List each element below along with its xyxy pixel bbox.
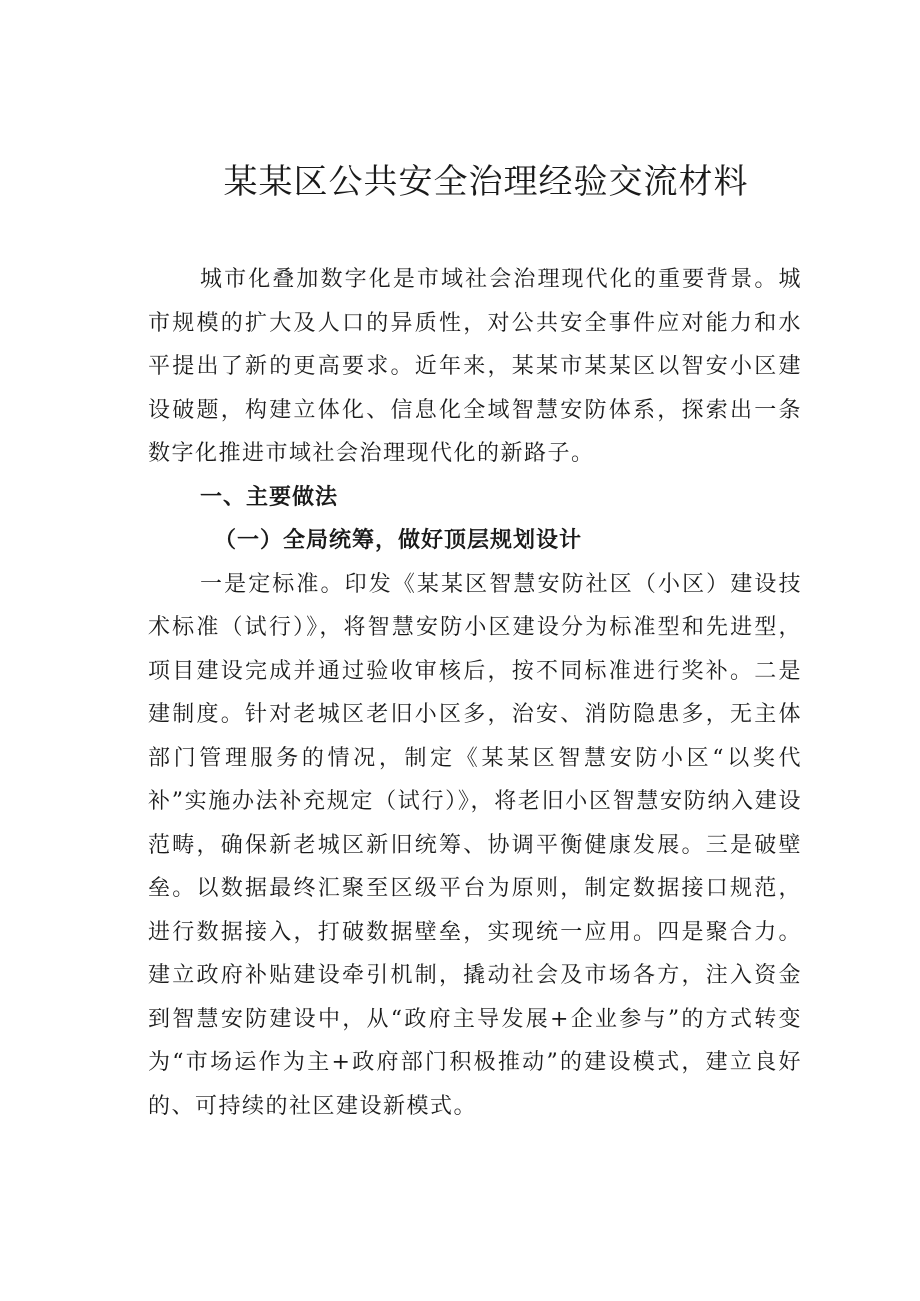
intro-paragraph: 城市化叠加数字化是市域社会治理现代化的重要背景。城市规模的扩大及人口的异质性，对公共安全事件应对能力和水平提出了新的更高要求。近年来，某某市某某区以智安小区建设破题，构建立体化、信息化全域智慧安防体系，探索出一条数字化推进市域社会治理现代化的新路子。 (148, 267, 802, 466)
document-title: 某某区公共安全治理经验交流材料 (223, 162, 749, 202)
section-heading-main-practices: 一、主要做法 (200, 484, 339, 510)
subsection-heading-overall-planning: （一）全局统筹，做好顶层规划设计 (214, 527, 583, 553)
body-paragraph-planning: 一是定标准。印发《某某区智慧安防社区（小区）建设技术标准（试行）》，将智慧安防小区建设分为标准型和先进型，项目建设完成并通过验收审核后，按不同标准进行奖补。二是建制度。针对老城区老旧小区多，治安、消防隐患多，无主体部门管理服务的情况，制定《某某区智慧安防小区“以奖代补”实施办法补充规定（试行）》，将老旧小区智慧安防纳入建设范畴，确保新老城区新旧统筹、协调平衡健康发展。三是破壁垒。以数据最终汇聚至区级平台为原则，制定数据接口规范，进行数据接入，打破数据壁垒，实现统一应用。四是聚合力。建立政府补贴建设牵引机制，撬动社会及市场各方，注入资金到智慧安防建设中，从“政府主导发展+企业参与”的方式转变为“市场运作为主+政府部门积极推动”的建设模式，建立良好的、可持续的社区建设新模式。 (148, 571, 802, 1119)
